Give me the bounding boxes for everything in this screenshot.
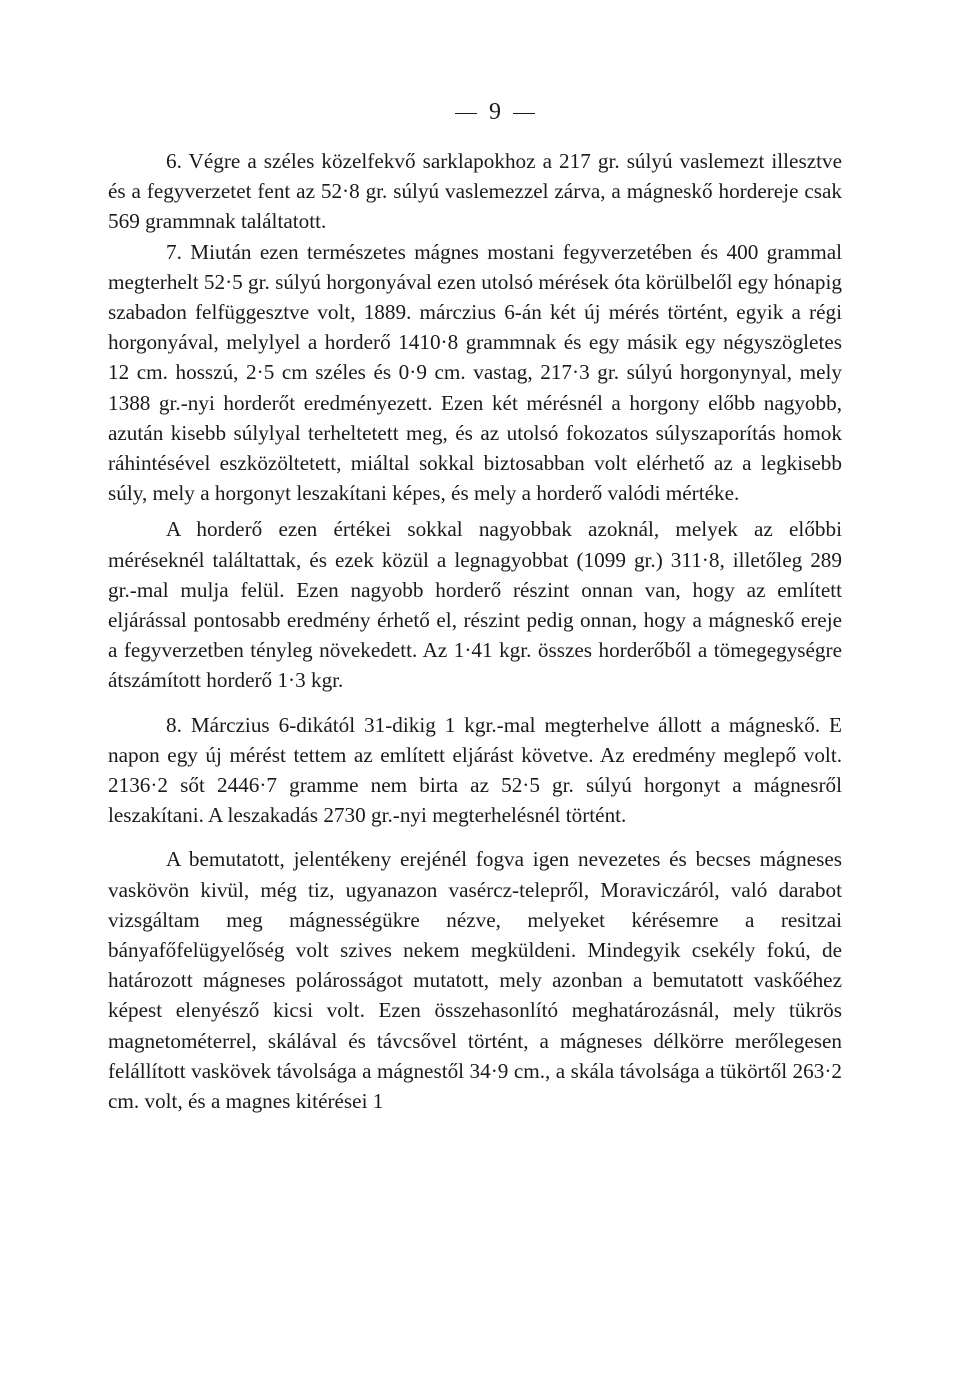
paragraph-bemutatott: A bemutatott, jelentékeny erejénél fogva igen nevezetes és becses mágneses vaskövön kivül, még tiz, ugyanazon vasércz-telepről, Moraviczáról, való darabot vizsgáltam meg mágnességükre nézve, melyeket kérésemre a resitzai bányafőfelügyelőség volt szives nekem megküldeni. Mindegyik csekély fokú, de határozott mágneses polárosságot mutatott, mely azonban a bemutatott vaskőéhez képest elenyésző kicsi volt. Ezen összehasonlító meghatározásnál, mely tükrös magnetométerrel, skálával és távcsővel történt, a mágneses délkörre merőlegesen felállított vaskövek távolsága a mágnestől 34·9 cm., a skála távolsága a tükörtől 263·2 cm. volt, és a magnes kitérései 1 bbox=[108, 847, 842, 1114]
document-page bbox=[108, 92, 842, 1116]
paragraph-6: 6. Végre a széles közelfekvő sarklapokhoz a 217 gr. súlyú vaslemezt illesztve és a fegyverzetet fent az 52·8 gr. súlyú vaslemezzel zárva, a mágneskő hordereje csak 569 grammnak találtatott. bbox=[108, 149, 842, 234]
paragraph-7: 7. Miután ezen természetes mágnes mostani fegyverzetében és 400 grammal megterhelt 52·5 gr. súlyú horgonyával ezen utolsó mérések óta körülbelől egy hónapig szabadon felfüggesztve volt, 1889. márczius 6-án két új mérés történt, egyik a régi horgonyával, melylyel a horderő 1410·8 grammnak és egy másik egy négyszögletes 12 cm. hosszú, 2·5 cm széles és 0·9 cm. vastag, 217·3 gr. súlyú horgonynyal, mely 1388 gr.-nyi horderőt eredményezett. Ezen két mérésnél a horgony előbb nagyobb, azután kisebb súlylyal terheltetett meg, és az utolsó fokozatos súlyszaporítás homok ráhintésével eszközöltetett, miáltal sokkal biztosabban volt elérhető az a legkisebb súly, mely a horgonyt leszakítani képes, és mely a horderő valódi mértéke. bbox=[108, 239, 842, 506]
page-number: 9 bbox=[489, 99, 501, 125]
page-number-dash-right bbox=[513, 113, 535, 114]
paragraph-horderő-ertekei: A horderő ezen értékei sokkal nagyobbak azoknál, melyek az előbbi méréseknél találtattak, és ezek közül a legnagyobbat (1099 gr.) 311·8, illetőleg 289 gr.-mal mulja felül. Ezen nagyobb horderő részint onnan van, hogy az említett eljárással pontosabb eredmény érhető el, részint pedig onnan, hogy a mágneskő ereje a fegyverzetben tényleg növekedett. Az 1·41 kgr. összes horderőből a tömegegységre átszámított horderő 1·3 kgr. bbox=[108, 517, 842, 693]
page-number-dash-left bbox=[455, 113, 477, 114]
paragraph-8: 8. Márczius 6-dikától 31-dikig 1 kgr.-mal megterhelve állott a mágneskő. E napon egy új mérést tettem az említett eljárást követve. Az eredmény meglepő volt. 2136·2 sőt 2446·7 gramme nem birta az 52·5 gr. súlyú horgonyt a mágnesről leszakítani. A leszakadás 2730 gr.-nyi megterhelésnél történt. bbox=[108, 712, 842, 828]
page-number-header bbox=[148, 92, 842, 132]
